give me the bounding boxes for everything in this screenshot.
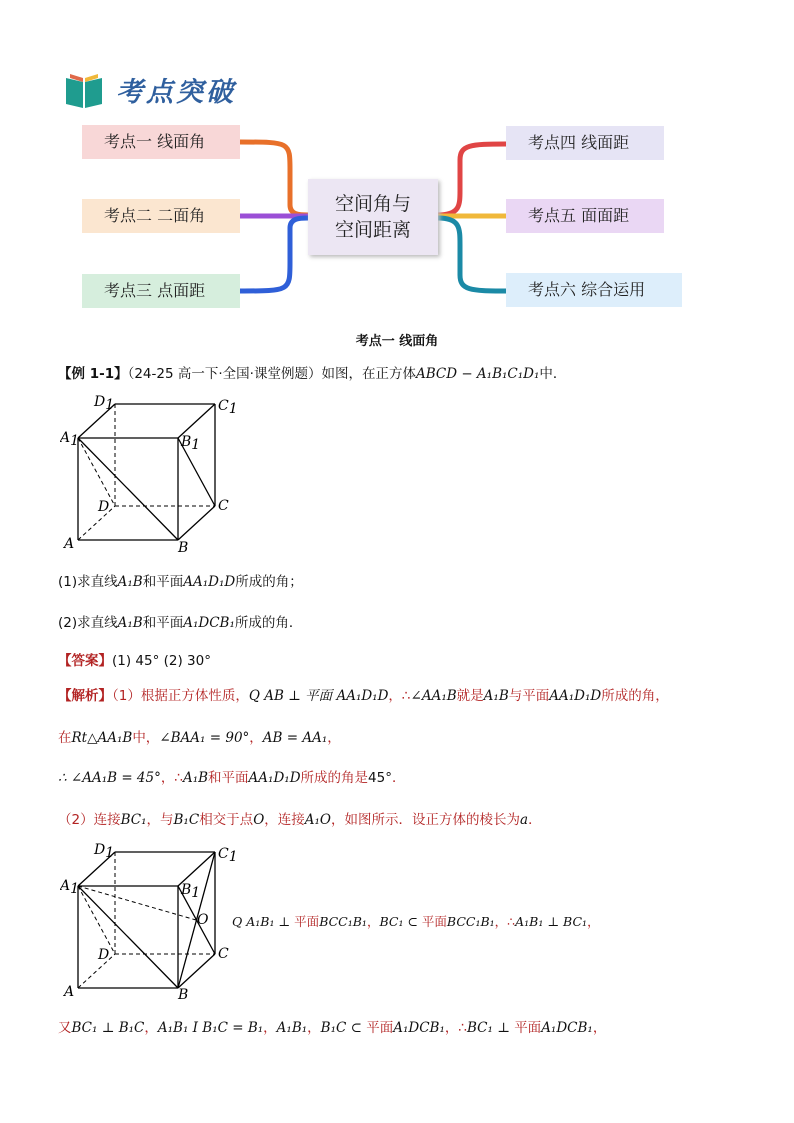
a2-a: 在 [58, 730, 72, 746]
analysis-line-3 [58, 766, 405, 786]
label-A: A [64, 984, 75, 1000]
label-O: O [197, 912, 209, 928]
a4-f: O [253, 812, 265, 828]
a3-g: 45° [368, 770, 392, 786]
a5-m: 平面 [514, 1020, 542, 1036]
q2-text-c: 和平面 [142, 615, 184, 631]
q1-math-d: AA₁D₁D [183, 574, 236, 590]
a5-e: ， [263, 1020, 277, 1036]
answer-tag: 【答案】 [58, 653, 112, 669]
label-B1: B1 [181, 434, 201, 453]
question-2 [58, 611, 302, 631]
a5-h: B₁C ⊂ [320, 1020, 367, 1036]
a1-h: AA₁D₁D [549, 688, 602, 704]
a1-f: A₁B [483, 688, 509, 704]
a3-e: AA₁D₁D [248, 770, 301, 786]
q2-math-d: A₁DCB₁ [183, 615, 235, 631]
a1-c: ，∴ [388, 688, 411, 704]
a1-b: Q AB ⊥ 平面 AA₁D₁D [248, 688, 389, 704]
a1-d: ∠AA₁B [410, 688, 457, 704]
a4-k: ． [528, 812, 542, 828]
side-i: A₁B₁ ⊥ BC₁ [515, 914, 588, 929]
label-C1: C1 [218, 398, 238, 417]
a1-g: 与平面 [508, 688, 550, 704]
q2-text-a: (2)求直线 [58, 615, 118, 631]
a5-b: BC₁ ⊥ B₁C [71, 1020, 145, 1036]
mindmap-node-5: 考点五 面面距 [506, 199, 664, 233]
a4-j: a [520, 812, 529, 828]
example-end: 中． [539, 366, 567, 382]
a3-b: ，∴ [160, 770, 183, 786]
a3-d: 和平面 [208, 770, 249, 786]
label-A1: A1 [60, 878, 80, 897]
mindmap-node-6: 考点六 综合运用 [506, 273, 682, 307]
label-B1: B1 [181, 882, 201, 901]
q1-text-e: 所成的角； [235, 574, 303, 590]
label-C: C [218, 498, 229, 514]
label-A: A [64, 536, 75, 552]
side-g: BCC₁B₁ [446, 914, 495, 929]
analysis-line-5 [58, 1016, 606, 1036]
side-e: BC₁ ⊂ [379, 914, 422, 929]
a5-l: BC₁ ⊥ [466, 1020, 515, 1036]
analysis-side-line [232, 912, 600, 930]
a4-a: （2）连接 [58, 812, 121, 828]
a5-d: A₁B₁ I B₁C = B₁ [157, 1020, 264, 1036]
q1-text-c: 和平面 [142, 574, 184, 590]
cube-figure-2 [60, 836, 260, 1006]
mindmap-node-3: 考点三 点面距 [82, 274, 240, 308]
a4-c: ，与 [146, 812, 174, 828]
a2-d: ∠BAA₁ = 90° [159, 730, 250, 746]
a5-i: 平面 [366, 1020, 394, 1036]
mindmap-node-1: 考点一 线面角 [82, 125, 240, 159]
a5-c: ， [144, 1020, 158, 1036]
analysis-line-2 [58, 726, 341, 746]
a3-f: 所成的角是 [300, 770, 369, 786]
a5-n: A₁DCB₁ [541, 1020, 593, 1036]
a4-b: BC₁ [120, 812, 147, 828]
a4-i: ，如图所示．设正方体的棱长为 [331, 812, 520, 828]
a2-b: Rt△AA₁B [71, 730, 133, 746]
q1-text-a: (1)求直线 [58, 574, 118, 590]
page-header-title: 考点突破 [116, 77, 236, 108]
label-D: D [98, 947, 110, 963]
a5-k: ，∴ [444, 1020, 467, 1036]
answer-value: (1) 45° (2) 30° [112, 653, 211, 669]
mindmap-center-line2: 空间距离 [334, 219, 411, 241]
a5-g: ， [307, 1020, 321, 1036]
analysis-line-4 [58, 808, 542, 828]
a2-f: AB = AA₁ [262, 730, 328, 746]
a1-i: 所成的角， [601, 688, 669, 704]
a2-e: ， [249, 730, 263, 746]
mindmap-node-2: 考点二 二面角 [82, 199, 240, 233]
example-tag: 【例 1-1】 [58, 366, 128, 382]
a2-g: ， [327, 730, 341, 746]
section-title: 考点一 线面角 [355, 334, 439, 349]
analysis-line-1 [58, 684, 669, 704]
side-j: ， [587, 914, 600, 929]
analysis-tag: 【解析】 [58, 688, 112, 704]
example-text: 如图，在正方体 [321, 366, 416, 382]
side-a: Q A₁B₁ ⊥ [232, 914, 295, 929]
a5-a: 又 [58, 1020, 72, 1036]
q2-math-b: A₁B [117, 615, 143, 631]
a1-a: （1）根据正方体性质， [112, 688, 249, 704]
a5-f: A₁B₁ [276, 1020, 308, 1036]
label-B: B [178, 540, 189, 556]
label-D1: D1 [94, 842, 115, 861]
a4-d: B₁C [173, 812, 200, 828]
label-D: D [98, 499, 110, 515]
mindmap-center-line1: 空间角与 [334, 193, 411, 215]
label-B: B [178, 987, 189, 1003]
a2-c: 中， [132, 730, 160, 746]
a5-o: ， [592, 1020, 607, 1036]
example-source: （24-25 高一下·全国·课堂例题） [127, 366, 322, 382]
a3-a: ∴ ∠AA₁B = 45° [58, 770, 161, 786]
a5-j: A₁DCB₁ [393, 1020, 445, 1036]
a4-e: 相交于点 [199, 812, 254, 828]
side-h: ，∴ [494, 914, 516, 929]
side-f: 平面 [421, 914, 447, 929]
example-body: ABCD − A₁B₁C₁D₁ [415, 366, 540, 382]
q2-text-e: 所成的角． [234, 615, 303, 631]
side-c: BCC₁B₁ [319, 914, 367, 929]
mindmap-center [308, 179, 438, 255]
cube-figure-1 [60, 390, 260, 560]
a1-e: 就是 [456, 688, 484, 704]
a4-g: ，连接 [264, 812, 305, 828]
label-C: C [218, 946, 229, 962]
question-1 [58, 570, 303, 590]
side-b: 平面 [294, 914, 320, 929]
q1-math-b: A₁B [117, 574, 143, 590]
mindmap-node-4: 考点四 线面距 [506, 126, 664, 160]
a3-c: A₁B [182, 770, 209, 786]
label-A1: A1 [60, 430, 80, 449]
label-C1: C1 [218, 846, 238, 865]
side-d: ， [366, 914, 380, 929]
a3-h: ． [391, 770, 406, 786]
label-D1: D1 [94, 394, 115, 413]
example-line [58, 362, 566, 382]
a4-h: A₁O [304, 812, 331, 828]
answer-line [58, 649, 211, 669]
